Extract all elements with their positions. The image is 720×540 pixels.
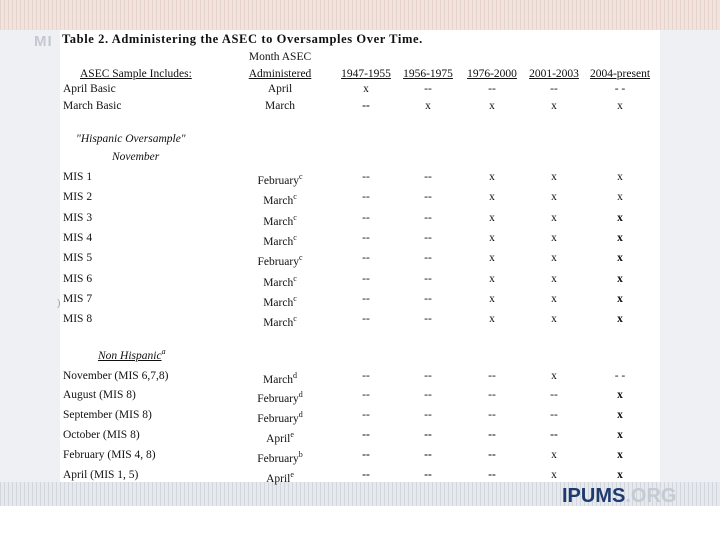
document-table-image — [60, 30, 660, 485]
availability-mark: -- — [362, 449, 370, 461]
availability-mark: x — [489, 100, 495, 112]
availability-mark: - - — [614, 370, 626, 382]
availability-mark: x — [551, 469, 557, 481]
availability-mark: x — [489, 313, 495, 325]
row-month: March$^c$ — [263, 213, 297, 228]
availability-mark: -- — [362, 409, 370, 421]
availability-mark: x — [489, 212, 495, 224]
availability-mark: x — [617, 212, 623, 224]
row-label: April Basic — [63, 83, 116, 95]
availability-mark: x — [363, 83, 369, 95]
availability-mark: x — [617, 252, 623, 264]
section-heading: November — [112, 151, 160, 163]
row-label: MIS 4 — [63, 232, 93, 244]
availability-mark: -- — [550, 409, 558, 421]
availability-mark: x — [617, 449, 623, 461]
availability-mark: -- — [550, 389, 558, 401]
row-label: MIS 2 — [63, 191, 93, 203]
availability-mark: x — [551, 212, 557, 224]
availability-mark: -- — [362, 171, 370, 183]
availability-mark: -- — [488, 429, 496, 441]
availability-mark: -- — [424, 252, 432, 264]
row-month: February$^d$ — [257, 390, 303, 405]
logo-brand: IPUMS — [562, 485, 626, 507]
availability-mark: -- — [550, 83, 558, 95]
availability-mark: x — [551, 191, 557, 203]
availability-mark: -- — [362, 191, 370, 203]
period-header: 1976-2000 — [467, 68, 517, 80]
availability-mark: -- — [362, 100, 370, 112]
availability-mark: -- — [424, 171, 432, 183]
availability-mark: -- — [424, 273, 432, 285]
availability-mark: x — [489, 293, 495, 305]
row-month: February$^c$ — [257, 253, 303, 268]
row-label: March Basic — [63, 100, 122, 112]
row-label: MIS 8 — [63, 313, 93, 325]
row-label: MIS 3 — [63, 212, 93, 224]
row-month: April$^e$ — [266, 470, 294, 485]
availability-mark: -- — [362, 389, 370, 401]
row-label: November (MIS 6,7,8) — [63, 370, 169, 382]
availability-mark: x — [551, 252, 557, 264]
availability-mark: -- — [424, 409, 432, 421]
availability-mark: -- — [550, 429, 558, 441]
availability-mark: x — [617, 171, 623, 183]
sample-header: ASEC Sample Includes: — [80, 68, 192, 80]
availability-mark: x — [617, 389, 623, 401]
section-heading: "Hispanic Oversample" — [76, 133, 186, 145]
availability-mark: x — [551, 171, 557, 183]
row-month: March$^c$ — [263, 294, 297, 309]
availability-mark: x — [617, 429, 623, 441]
margin-mark: ) — [57, 298, 61, 309]
row-month: March$^c$ — [263, 233, 297, 248]
availability-mark: -- — [488, 409, 496, 421]
period-header: 2001-2003 — [529, 68, 579, 80]
row-month: March$^c$ — [263, 314, 297, 329]
availability-mark: -- — [424, 469, 432, 481]
availability-mark: x — [617, 313, 623, 325]
availability-mark: x — [551, 273, 557, 285]
row-label: October (MIS 8) — [63, 429, 140, 441]
watermark-mi: MI — [34, 33, 53, 50]
availability-mark: -- — [362, 429, 370, 441]
month-header-line2: Administered — [248, 68, 312, 80]
table-title: Table 2. Administering the ASEC to Oversamples Over Time. — [62, 32, 423, 46]
availability-mark: -- — [488, 389, 496, 401]
period-header: 1947-1955 — [341, 68, 391, 80]
availability-mark: -- — [488, 449, 496, 461]
availability-mark: -- — [362, 273, 370, 285]
ipums-logo — [562, 485, 676, 508]
availability-mark: x — [617, 409, 623, 421]
availability-mark: x — [617, 293, 623, 305]
row-label: MIS 5 — [63, 252, 93, 264]
availability-mark: -- — [362, 469, 370, 481]
availability-mark: x — [617, 273, 623, 285]
availability-mark: -- — [424, 370, 432, 382]
month-header-line1: Month ASEC — [248, 51, 312, 63]
row-month: March$^c$ — [263, 274, 297, 289]
availability-mark: -- — [488, 469, 496, 481]
row-label: MIS 7 — [63, 293, 93, 305]
availability-mark: x — [551, 293, 557, 305]
availability-mark: x — [489, 273, 495, 285]
row-month: March$^c$ — [263, 192, 297, 207]
availability-mark: -- — [488, 83, 496, 95]
row-month: February$^b$ — [257, 450, 303, 465]
availability-mark: -- — [424, 191, 432, 203]
availability-mark: x — [551, 232, 557, 244]
row-label: September (MIS 8) — [63, 409, 152, 421]
availability-mark: -- — [424, 313, 432, 325]
row-label: MIS 1 — [63, 171, 93, 183]
availability-mark: x — [617, 469, 623, 481]
row-label: February (MIS 4, 8) — [63, 449, 156, 461]
row-month: February$^d$ — [257, 410, 303, 425]
top-decorative-band — [0, 0, 720, 30]
availability-mark: -- — [362, 293, 370, 305]
availability-mark: x — [551, 370, 557, 382]
row-month: April$^e$ — [266, 430, 294, 445]
availability-mark: -- — [362, 212, 370, 224]
availability-mark: x — [551, 449, 557, 461]
availability-mark: x — [551, 100, 557, 112]
availability-mark: x — [489, 191, 495, 203]
availability-mark: x — [489, 252, 495, 264]
logo-org: .ORG — [625, 485, 677, 507]
period-header: 1956-1975 — [403, 68, 453, 80]
availability-mark: x — [425, 100, 431, 112]
row-month: April — [267, 83, 293, 95]
row-month: March$^d$ — [262, 371, 298, 386]
section-heading: Non Hispanic$^a$ — [98, 347, 166, 362]
availability-mark: -- — [424, 232, 432, 244]
row-month: February$^c$ — [257, 172, 303, 187]
availability-mark: x — [551, 313, 557, 325]
row-label: MIS 6 — [63, 273, 93, 285]
availability-mark: x — [489, 171, 495, 183]
availability-mark: x — [617, 191, 623, 203]
availability-mark: -- — [424, 449, 432, 461]
row-month: March — [264, 100, 296, 112]
period-header: 2004-present — [589, 68, 651, 80]
availability-mark: -- — [488, 370, 496, 382]
row-label: August (MIS 8) — [63, 389, 136, 401]
availability-mark: -- — [424, 212, 432, 224]
availability-mark: x — [617, 100, 623, 112]
availability-mark: x — [489, 232, 495, 244]
left-background-panel — [0, 30, 60, 482]
availability-mark: -- — [362, 313, 370, 325]
availability-mark: -- — [424, 389, 432, 401]
right-background-panel — [660, 30, 720, 482]
availability-mark: -- — [362, 252, 370, 264]
availability-mark: -- — [424, 293, 432, 305]
availability-mark: - - — [614, 83, 626, 95]
availability-mark: -- — [362, 370, 370, 382]
availability-mark: x — [617, 232, 623, 244]
availability-mark: -- — [424, 83, 432, 95]
availability-mark: -- — [424, 429, 432, 441]
availability-mark: -- — [362, 232, 370, 244]
row-label: April (MIS 1, 5) — [63, 469, 139, 481]
